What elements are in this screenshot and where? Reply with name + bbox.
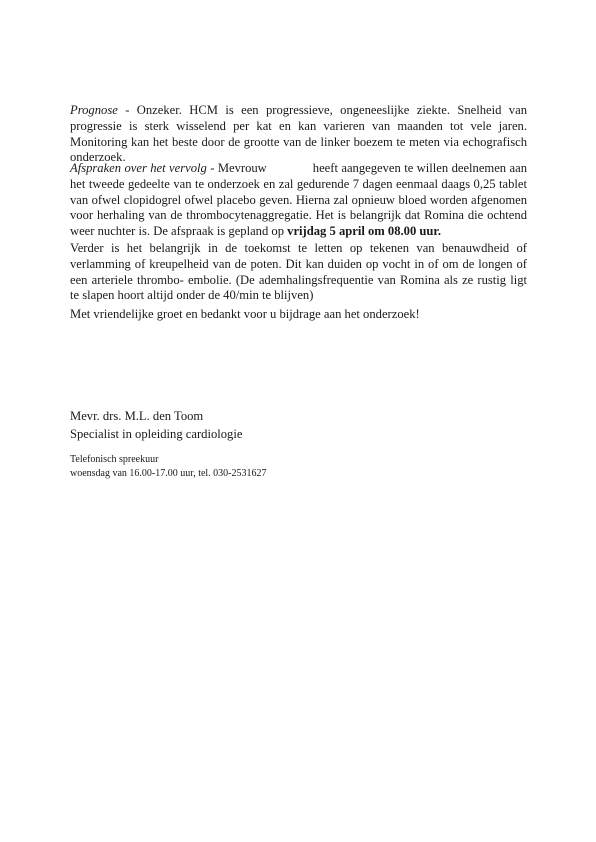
agreements-paragraph xyxy=(70,161,527,240)
contact-label: Telefonisch spreekuur xyxy=(70,454,159,465)
warning-paragraph: Verder is het belangrijk in de toekomst te letten op tekenen van benauwdheid of verlamming of kreupelheid van de poten. Dit kan duiden op vocht in of om de longen of een arteriele thrombo- embolie. (De ademhalingsfrequentie van Romina als ze rustig ligt te slapen hoort altijd onder de 40/min te blijven) xyxy=(70,241,527,303)
signature-block xyxy=(70,407,242,443)
signature-title: Specialist in opleiding cardiologie xyxy=(70,427,243,441)
contact-block xyxy=(70,453,267,480)
prognosis-paragraph xyxy=(70,103,527,166)
agreements-label: Afspraken over het vervolg xyxy=(70,161,207,175)
agreements-text-b: heeft aangegeven te willen deelnemen aan het tweede gedeelte van te onderzoek en zal gedurende 7 dagen eenmaal daags 0,25 tablet van ofwel clopidogrel ofwel placebo geven. Hierna zal opnieuw bloed worden afgenomen voor herhaling van de thrombocytenaggregatie. Het is belangrijk dat Romina die ochtend weer nuchter is. De afspraak is gepland op xyxy=(70,161,527,239)
signature-name: Mevr. drs. M.L. den Toom xyxy=(70,409,204,423)
closing-line: Met vriendelijke groet en bedankt voor u bijdrage aan het onderzoek! xyxy=(70,307,420,321)
appointment-date: vrijdag 5 april om 08.00 uur. xyxy=(287,224,441,239)
agreements-text-a: - Mevrouw xyxy=(206,161,267,175)
contact-hours: woensdag van 16.00-17.00 uur, tel. 030-2531627 xyxy=(70,467,267,479)
prognosis-text: - Onzeker. HCM is een progressieve, ongeneeslijke ziekte. Snelheid van progressie is sterk wisselend per kat en kan varieren van maanden tot vele jaren. Monitoring kan het beste door de grootte van de linker boezem te meten via echografisch onderzoek. xyxy=(70,103,527,165)
prognosis-label: Prognose xyxy=(70,103,118,117)
